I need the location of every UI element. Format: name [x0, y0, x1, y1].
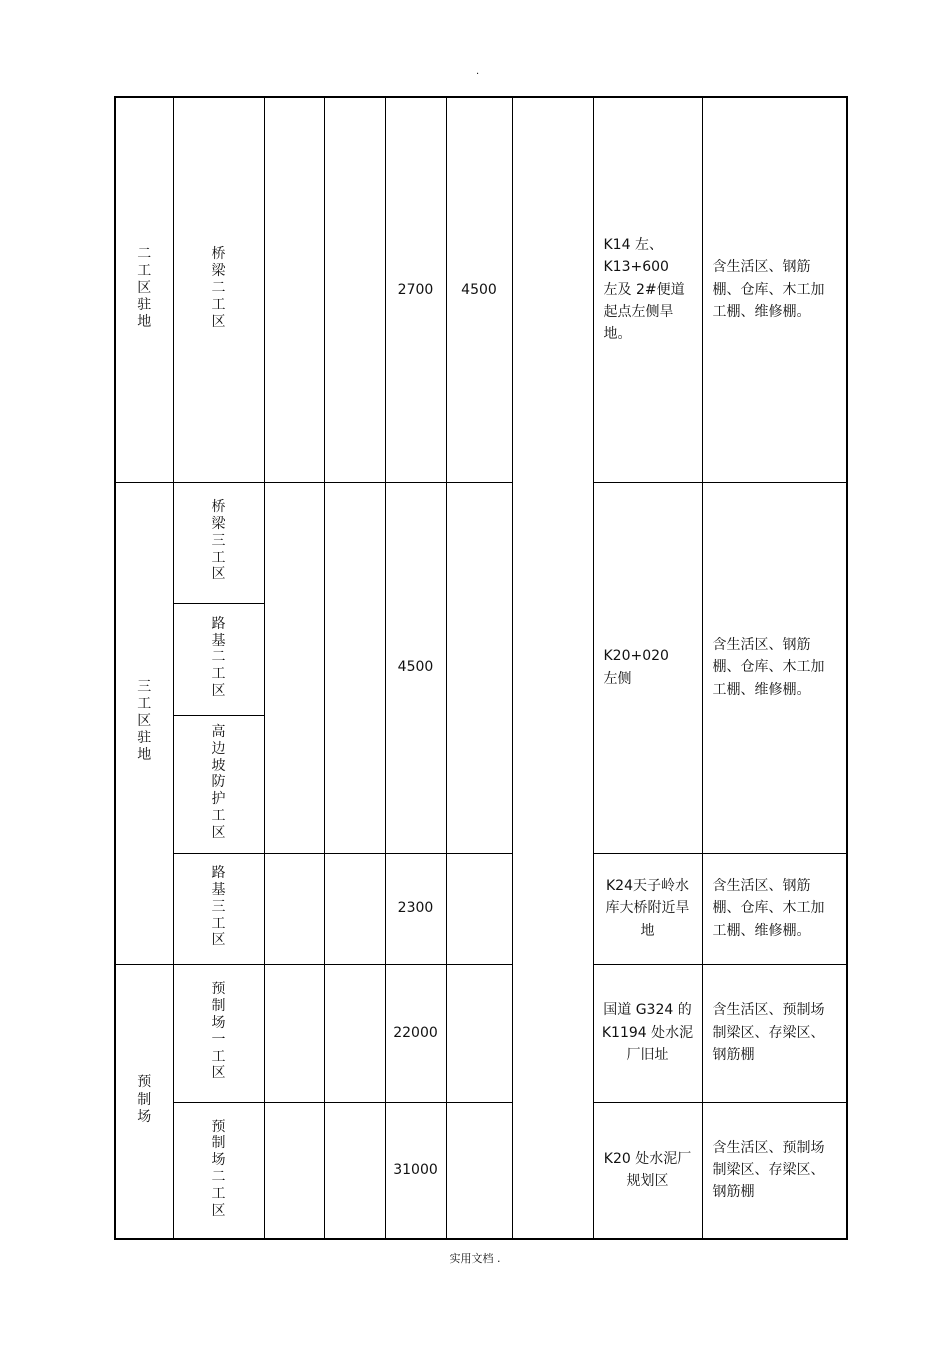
empty-cell	[324, 97, 385, 482]
unit-name-cell	[173, 1102, 264, 1239]
camp-name: 二工区驻地	[137, 245, 152, 331]
unit-name: 桥梁二工区	[211, 245, 226, 331]
camp-name: 预制场	[137, 1074, 152, 1125]
location-cell: K20+020 左侧	[593, 482, 702, 853]
unit-name: 路基三工区	[211, 865, 226, 949]
empty-cell	[324, 1102, 385, 1239]
location-cell: K20 处水泥厂规划区	[593, 1102, 702, 1239]
camp-name: 三工区驻地	[137, 679, 152, 764]
empty-cell	[324, 964, 385, 1102]
location-cell: K14 左、K13+600 左及 2#便道起点左侧旱地。	[593, 97, 702, 482]
description-cell: 含生活区、预制场制梁区、存梁区、钢筋棚	[702, 1102, 847, 1239]
area-cell: 22000	[385, 964, 446, 1102]
area-cell: 4500	[385, 482, 446, 853]
empty-cell	[264, 97, 324, 482]
unit-name-cell	[173, 964, 264, 1102]
area-cell: 2300	[385, 853, 446, 964]
camp-name-cell	[115, 482, 173, 964]
empty-cell	[446, 1102, 512, 1239]
unit-name-cell	[173, 603, 264, 715]
merged-empty-cell	[512, 97, 593, 1239]
table-row	[115, 964, 847, 1102]
unit-name-cell	[173, 97, 264, 482]
area-cell: 2700	[385, 97, 446, 482]
unit-name-cell	[173, 853, 264, 964]
description-cell: 含生活区、钢筋棚、仓库、木工加工棚、维修棚。	[702, 482, 847, 853]
area-cell: 4500	[446, 97, 512, 482]
location-cell: K24天子岭水库大桥附近旱地	[593, 853, 702, 964]
description-cell: 含生活区、预制场制梁区、存梁区、钢筋棚	[702, 964, 847, 1102]
table-row	[115, 482, 847, 603]
location-cell: 国道 G324 的 K1194 处水泥厂旧址	[593, 964, 702, 1102]
empty-cell	[324, 853, 385, 964]
empty-cell	[264, 482, 324, 853]
empty-cell	[264, 964, 324, 1102]
unit-name: 预制场一工区	[211, 981, 226, 1082]
unit-name-cell	[173, 715, 264, 853]
camp-name-cell	[115, 97, 173, 482]
unit-name: 桥梁三工区	[211, 499, 226, 583]
description-cell: 含生活区、钢筋棚、仓库、木工加工棚、维修棚。	[702, 853, 847, 964]
table-row	[115, 853, 847, 964]
empty-cell	[446, 853, 512, 964]
page-footer: 实用文档 .	[449, 1252, 501, 1265]
camp-name-cell	[115, 964, 173, 1239]
unit-name: 路基二工区	[211, 615, 226, 699]
page-marker: .	[476, 66, 480, 77]
unit-name-cell	[173, 482, 264, 603]
empty-cell	[264, 853, 324, 964]
empty-cell	[264, 1102, 324, 1239]
empty-cell	[446, 964, 512, 1102]
unit-name: 预制场二工区	[211, 1118, 226, 1219]
description-cell: 含生活区、钢筋棚、仓库、木工加工棚、维修棚。	[702, 97, 847, 482]
table-row	[115, 97, 847, 482]
table-row	[115, 1102, 847, 1239]
empty-cell	[446, 482, 512, 853]
unit-name: 高边坡防护工区	[211, 723, 226, 841]
empty-cell	[324, 482, 385, 853]
camp-layout-table	[114, 96, 848, 1240]
area-cell: 31000	[385, 1102, 446, 1239]
